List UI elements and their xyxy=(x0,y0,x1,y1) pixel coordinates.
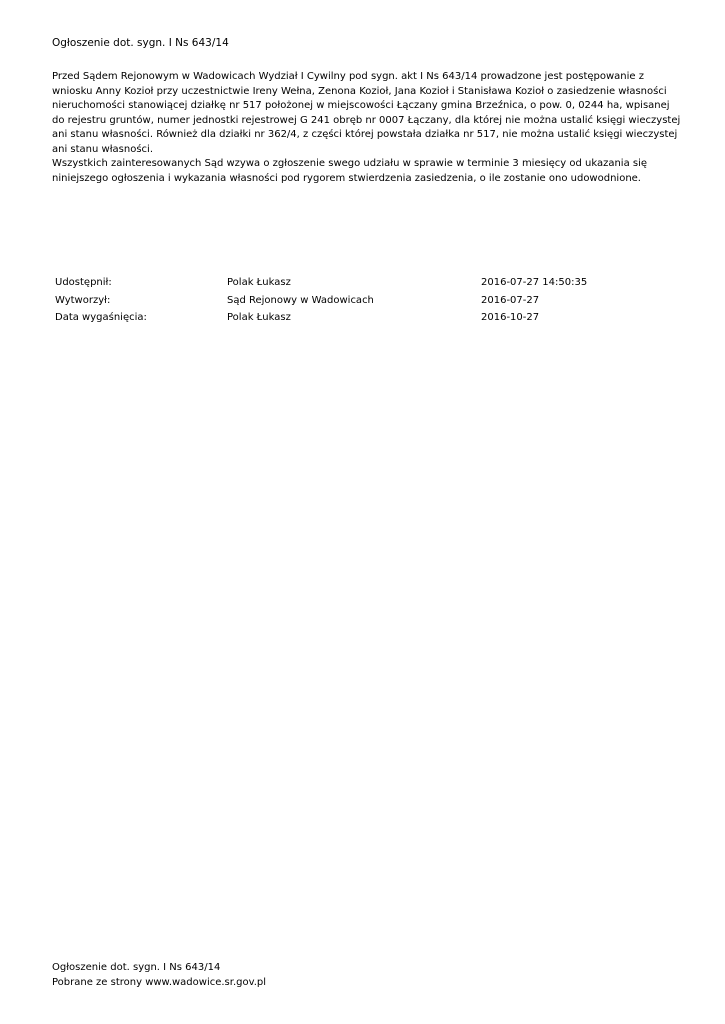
body-line: nieruchomości stanowiącej działkę nr 517 położonej w miejscowości Łączany gmina Brzeźnica, o pow. 0, 0244 ha, wpisanej xyxy=(52,100,670,111)
metadata-row-created-by xyxy=(55,294,655,312)
metadata-table xyxy=(55,276,655,329)
metadata-label: Data wygaśnięcia: xyxy=(55,312,147,323)
body-line: do rejestru gruntów, numer jednostki rejestrowej G 241 obręb nr 0007 Łączany, dla której nie można ustalić księgi wieczystej xyxy=(52,114,681,126)
metadata-person: Polak Łukasz xyxy=(227,312,291,323)
footer-title: Ogłoszenie dot. sygn. I Ns 643/14 xyxy=(52,962,221,973)
page-title: Ogłoszenie dot. sygn. I Ns 643/14 xyxy=(52,37,229,49)
body-line: ani stanu własności. xyxy=(52,143,154,155)
body-line: Wszystkich zainteresowanych Sąd wzywa o zgłoszenie swego udziału w sprawie w terminie 3 miesięcy od ukazania się xyxy=(52,158,648,169)
page-footer xyxy=(52,961,266,990)
announcement-body xyxy=(52,70,692,186)
metadata-date: 2016-10-27 xyxy=(481,312,540,323)
metadata-person: Sąd Rejonowy w Wadowicach xyxy=(227,294,374,306)
metadata-row-shared-by xyxy=(55,276,655,294)
metadata-label: Udostępnił: xyxy=(55,277,112,288)
body-line: ani stanu własności. Również dla działki nr 362/4, z części której powstała działka nr 517, nie można ustalić księgi wieczystej xyxy=(52,129,678,140)
metadata-date: 2016-07-27 14:50:35 xyxy=(481,277,588,288)
metadata-label: Wytworzył: xyxy=(55,294,111,306)
body-line: Przed Sądem Rejonowym w Wadowicach Wydział I Cywilny pod sygn. akt I Ns 643/14 prowadzone jest postępowanie z xyxy=(52,71,645,82)
metadata-date: 2016-07-27 xyxy=(481,294,540,306)
body-line: wniosku Anny Kozioł przy uczestnictwie Ireny Wełna, Zenona Kozioł, Jana Kozioł i Stanisława Kozioł o zasiedzenie własności xyxy=(52,85,667,97)
footer-source: Pobrane ze strony www.wadowice.sr.gov.pl xyxy=(52,976,267,988)
body-line: niniejszego ogłoszenia i wykazania własności pod rygorem stwierdzenia zasiedzenia, o ile zostanie ono udowodnione. xyxy=(52,172,641,184)
metadata-person: Polak Łukasz xyxy=(227,277,291,288)
metadata-row-expiry xyxy=(55,311,655,329)
